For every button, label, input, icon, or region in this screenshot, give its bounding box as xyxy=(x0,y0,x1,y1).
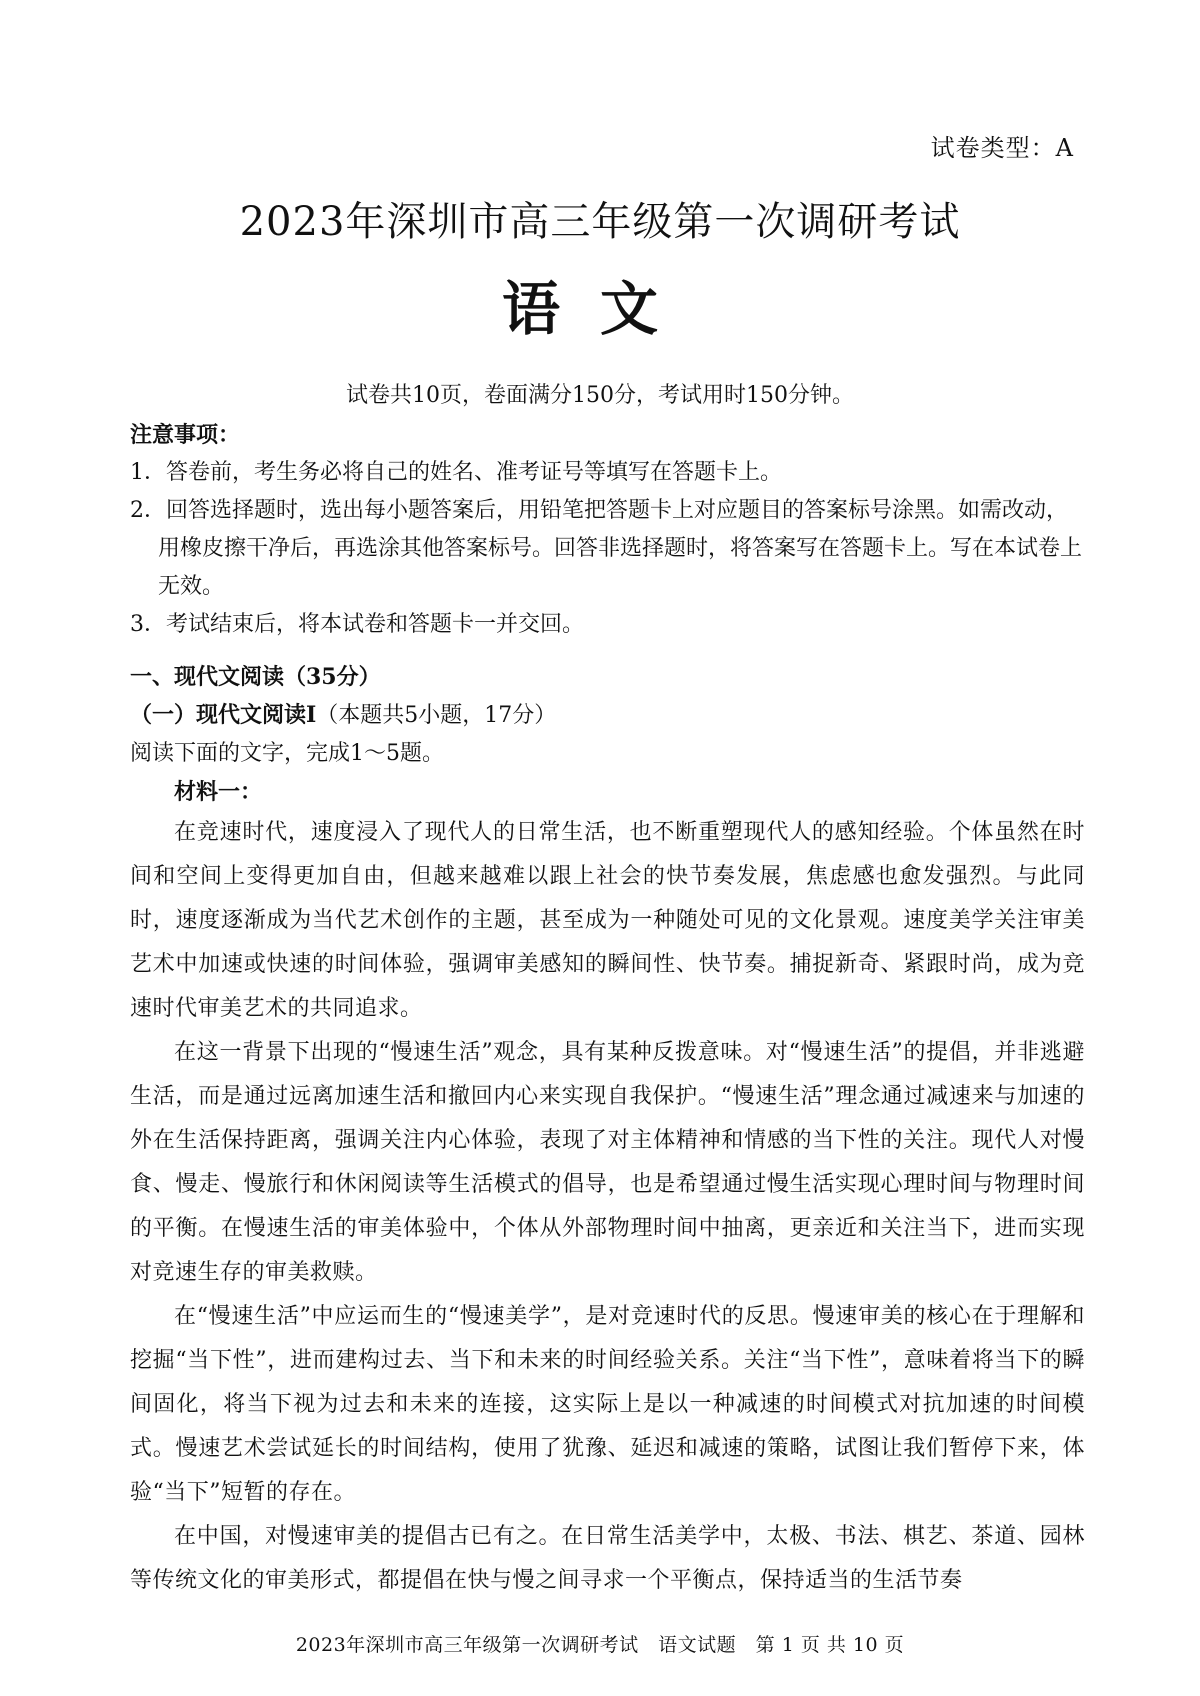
sub-heading xyxy=(130,696,1085,735)
notice-item-2: 2．回答选择题时，选出每小题答案后，用铅笔把答题卡上对应题目的答案标号涂黑。如需改动，用橡皮擦干净后，再选涂其他答案标号。回答非选择题时，将答案写在答题卡上。写在本试卷上无效。 xyxy=(130,498,1083,599)
notice-title: 注意事项： xyxy=(130,422,241,448)
subject-title: 语文 xyxy=(501,275,698,343)
exam-content xyxy=(130,416,1085,1603)
paragraph-1: 在竞速时代，速度浸入了现代人的日常生活，也不断重塑现代人的感知经验。个体虽然在时间和空间上变得更加自由，但越来越难以跟上社会的快节奏发展，焦虑感也愈发强烈。与此同时，速度逐渐成为当代艺术创作的主题，甚至成为一种随处可见的文化景观。速度美学关注审美艺术中加速或快速的时间体验，强调审美感知的瞬间性、快节奏。捕捉新奇、紧跟时尚，成为竞速时代审美艺术的共同追求。 xyxy=(130,820,1085,1021)
notice-item-1: 1．答卷前，考生务必将自己的姓名、准考证号等填写在答题卡上。 xyxy=(130,460,782,485)
material-label: 材料一： xyxy=(174,779,263,805)
exam-meta: 试卷共10页，卷面满分150分，考试用时150分钟。 xyxy=(346,383,854,408)
sub-heading-bold: （一）现代文阅读I xyxy=(130,702,317,728)
spacer xyxy=(130,644,1085,658)
paragraph-2: 在这一背景下出现的“慢速生活”观念，具有某种反拨意味。对“慢速生活”的提倡，并非逃避生活，而是通过远离加速生活和撤回内心来实现自我保护。“慢速生活”理念通过减速来与加速的外在生活保持距离，强调关注内心体验，表现了对主体精神和情感的当下性的关注。现代人对慢食、慢走、慢旅行和休闲阅读等生活模式的倡导，也是希望通过慢生活实现心理时间与物理时间的平衡。在慢速生活的审美体验中，个体从外部物理时间中抽离，更亲近和关注当下，进而实现对竞速生存的审美救赎。 xyxy=(130,1040,1085,1285)
sub-heading-rest: （本题共5小题，17分） xyxy=(316,703,557,728)
reading-instruction: 阅读下面的文字，完成1～5题。 xyxy=(130,741,444,766)
notice-item-3: 3．考试结束后，将本试卷和答题卡一并交回。 xyxy=(130,612,584,637)
section-heading: 一、现代文阅读（35分） xyxy=(130,664,381,690)
paper-type: 试卷类型：A xyxy=(930,134,1074,162)
page-footer: 2023年深圳市高三年级第一次调研考试 语文试题 第 1 页 共 10 页 xyxy=(295,1634,905,1656)
exam-title: 2023年深圳市高三年级第一次调研考试 xyxy=(239,199,961,245)
paragraph-4: 在中国，对慢速审美的提倡古已有之。在日常生活美学中，太极、书法、棋艺、茶道、园林等传统文化的审美形式，都提倡在快与慢之间寻求一个平衡点，保持适当的生活节奏 xyxy=(130,1524,1085,1593)
paragraph-3: 在“慢速生活”中应运而生的“慢速美学”，是对竞速时代的反思。慢速审美的核心在于理解和挖掘“当下性”，进而建构过去、当下和未来的时间经验关系。关注“当下性”，意味着将当下的瞬间固化，将当下视为过去和未来的连接，这实际上是以一种减速的时间模式对抗加速的时间模式。慢速艺术尝试延长的时间结构，使用了犹豫、延迟和减速的策略，试图让我们暂停下来，体验“当下”短暂的存在。 xyxy=(130,1304,1085,1505)
